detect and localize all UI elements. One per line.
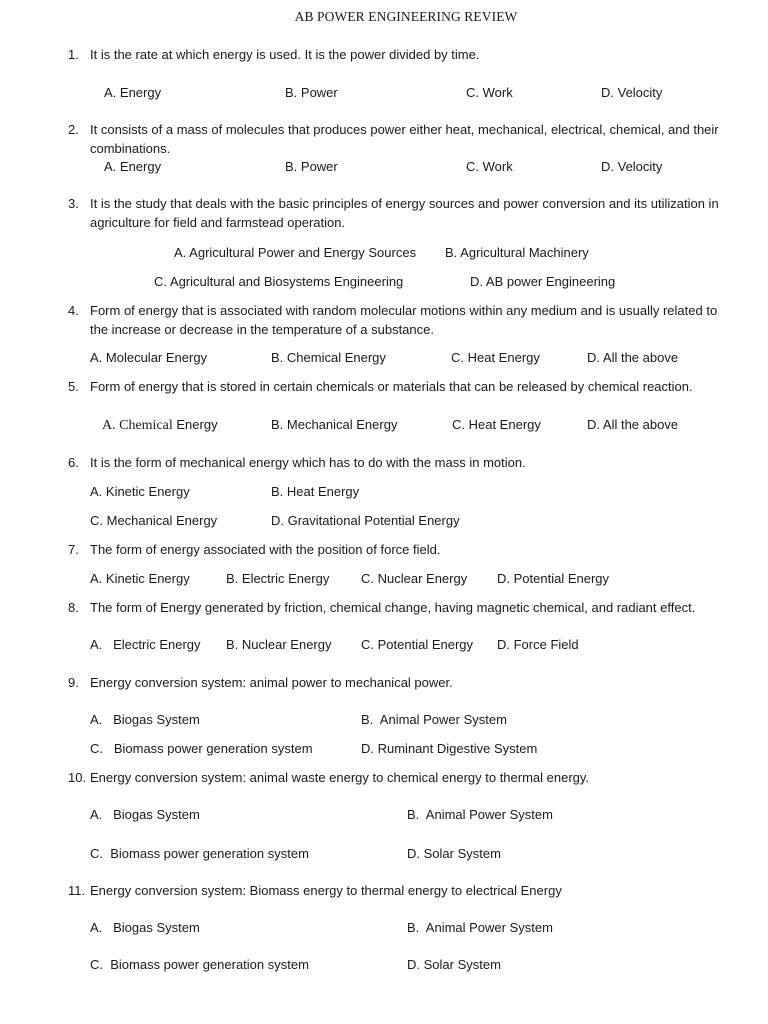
option-a: A. Kinetic Energy [90,571,190,586]
question-number: 1. [68,47,79,62]
option-b: B. Power [285,85,338,100]
option-a-prefix: A. Chemical [102,418,173,433]
option-b: B. Heat Energy [271,484,360,499]
option-d: D. AB power Engineering [470,274,616,289]
option-b: B. Animal Power System [407,807,553,822]
option-d: D. Potential Energy [497,571,610,586]
question-text: Energy conversion system: Biomass energy to thermal energy to electrical Energy [90,883,562,898]
option-a: A. Kinetic Energy [90,484,190,499]
option-a [102,416,218,435]
option-d: D. Ruminant Digestive System [361,741,538,756]
option-d: D. Velocity [601,159,663,174]
question-text: It is the study that deals with the basic principles of energy sources and power conversion and its utilization in agriculture for field and farmstead operation. [90,196,719,230]
question-number: 3. [68,196,79,211]
question-number: 7. [68,542,79,557]
option-a: A. Electric Energy [90,637,201,652]
option-b: B. Nuclear Energy [226,637,332,652]
option-a: A. Biogas System [90,807,200,822]
option-d: D. Gravitational Potential Energy [271,513,460,528]
option-a: A. Agricultural Power and Energy Sources [174,245,417,260]
option-b: B. Electric Energy [226,571,330,586]
question-text: Energy conversion system: animal waste energy to chemical energy to thermal energy. [90,770,590,785]
option-d: D. Solar System [407,846,501,861]
page-title: AB POWER ENGINEERING REVIEW [294,9,518,24]
option-a: A. Energy [104,85,162,100]
option-d: D. Force Field [497,637,579,652]
question-text: It consists of a mass of molecules that produces power either heat, mechanical, electrical, chemical, and their combinations. [90,122,719,156]
question-text: It is the rate at which energy is used. It is the power divided by time. [90,47,480,62]
question-text: Energy conversion system: animal power to mechanical power. [90,675,453,690]
question-text: It is the form of mechanical energy which has to do with the mass in motion. [90,455,526,470]
option-d: D. All the above [587,350,679,365]
option-d: D. Solar System [407,957,501,972]
question-text: The form of energy associated with the position of force field. [90,542,441,557]
question-number: 2. [68,122,79,137]
option-a: A. Molecular Energy [90,350,208,365]
option-b: B. Animal Power System [407,920,553,935]
option-c: C. Biomass power generation system [90,846,309,861]
option-c: C. Potential Energy [361,637,474,652]
question-text: Form of energy that is stored in certain chemicals or materials that can be released by chemical reaction. [90,379,693,394]
option-c: C. Work [466,85,513,100]
option-c: C. Heat Energy [451,350,540,365]
question-text: The form of Energy generated by friction, chemical change, having magnetic chemical, and radiant effect. [90,600,696,615]
option-a: A. Biogas System [90,712,200,727]
question-number: 9. [68,675,79,690]
option-b: B. Animal Power System [361,712,507,727]
question-number: 11. [68,883,86,898]
option-a: A. Biogas System [90,920,200,935]
question-text: Form of energy that is associated with random molecular motions within any medium and is usually related to the increase or decrease in the temperature of a substance. [90,303,718,337]
option-b: B. Agricultural Machinery [445,245,589,260]
option-d: D. All the above [587,417,679,432]
option-c: C. Biomass power generation system [90,957,309,972]
option-c: C. Agricultural and Biosystems Engineering [154,274,404,289]
question-number: 4. [68,303,79,318]
option-a-suffix: Energy [176,417,218,432]
option-b: B. Mechanical Energy [271,417,398,432]
question-number: 8. [68,600,79,615]
option-b: B. Power [285,159,338,174]
option-d: D. Velocity [601,85,663,100]
option-a: A. Energy [104,159,162,174]
option-c: C. Nuclear Energy [361,571,468,586]
option-c: C. Mechanical Energy [90,513,218,528]
question-number: 10. [68,770,87,785]
option-c: C. Work [466,159,513,174]
option-c: C. Heat Energy [452,417,541,432]
option-c: C. Biomass power generation system [90,741,313,756]
question-number: 5. [68,379,79,394]
question-number: 6. [68,455,79,470]
option-b: B. Chemical Energy [271,350,386,365]
